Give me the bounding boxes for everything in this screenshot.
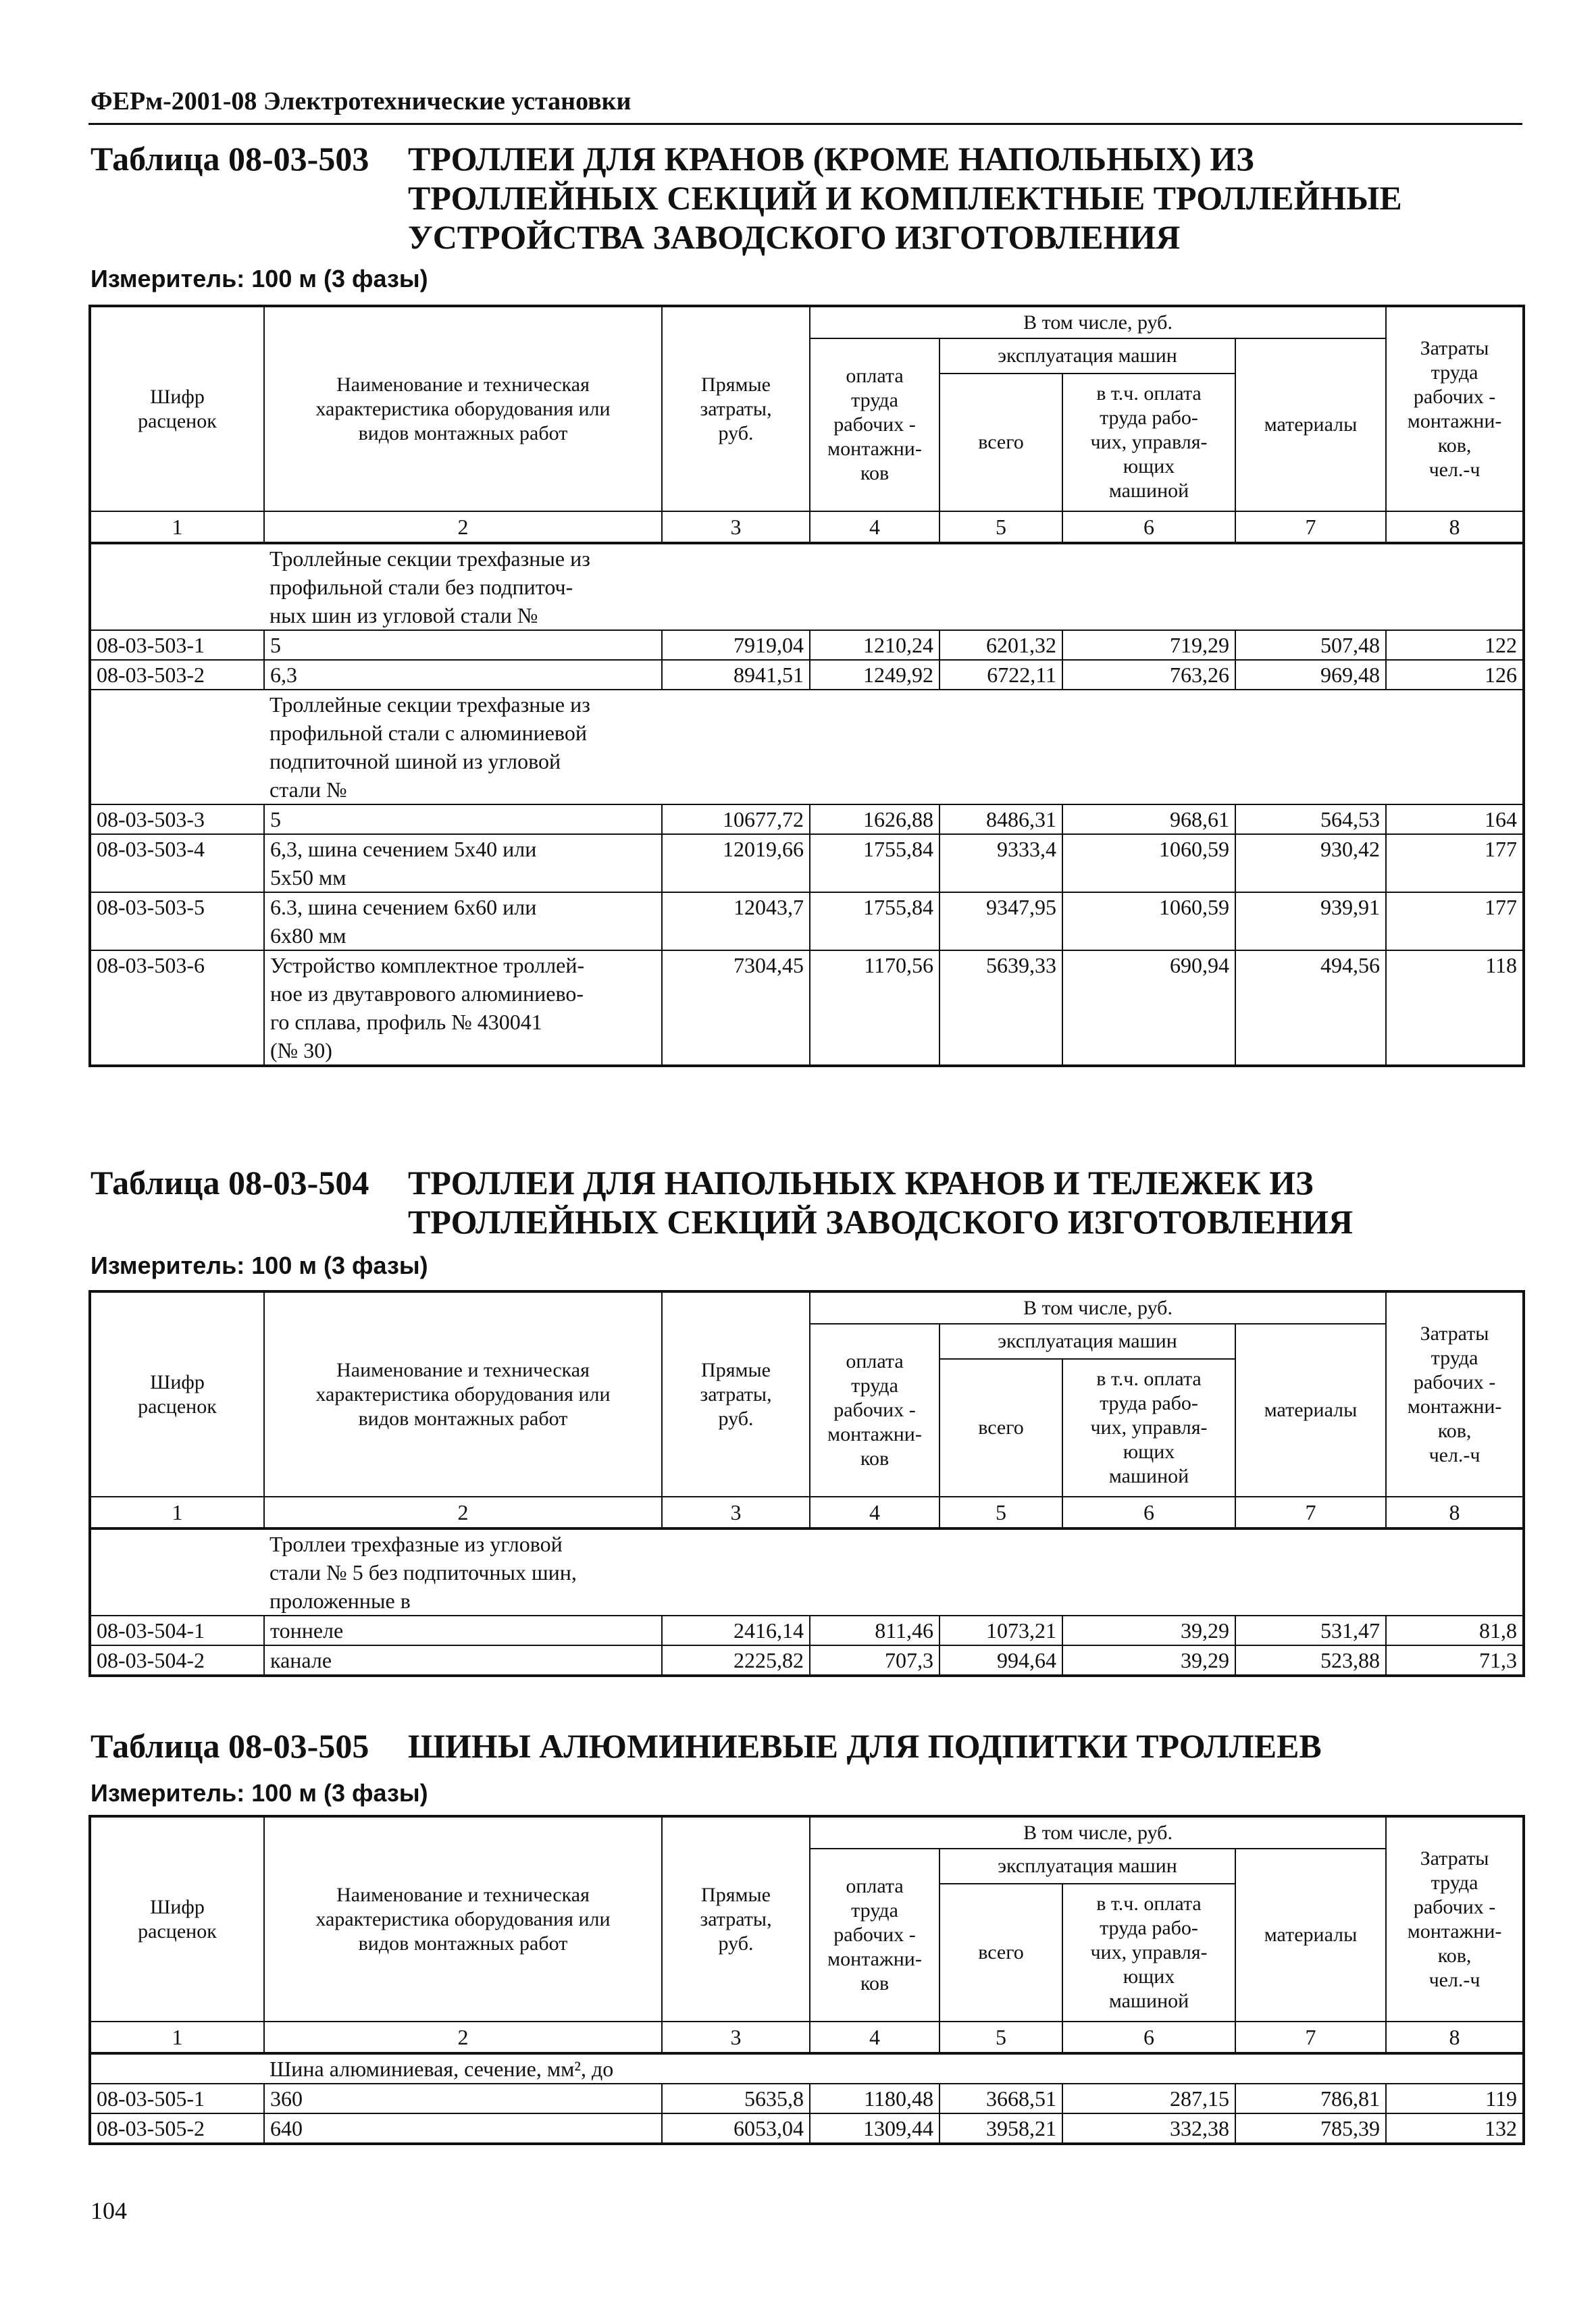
table-08-03-503	[88, 305, 1525, 1067]
col-header-wages: оплата труда рабочих - монтажни- ков	[810, 338, 939, 511]
rate-code: 08-03-503-1	[90, 630, 264, 660]
labor-hours: 122	[1386, 630, 1524, 660]
col-number: 8	[1386, 1497, 1524, 1528]
work-name: 360	[264, 2084, 662, 2113]
col-header-machines-total: всего	[939, 1884, 1062, 2022]
materials: 785,39	[1235, 2113, 1386, 2144]
col-header-machines-total: всего	[939, 374, 1062, 511]
labor-hours: 177	[1386, 834, 1524, 892]
group-spacer	[90, 2053, 264, 2084]
wages: 1626,88	[810, 804, 939, 834]
col-number: 3	[662, 2022, 810, 2053]
group-label: Троллеи трехфазные из угловой стали № 5 без подпиточных шин, проложенные в	[264, 1528, 1524, 1616]
table-heading: ШИНЫ АЛЮМИНИЕВЫЕ ДЛЯ ПОДПИТКИ ТРОЛЛЕЕВ	[408, 1727, 1322, 1765]
col-header-materials: материалы	[1235, 1849, 1386, 2022]
direct-costs: 12043,7	[662, 892, 810, 950]
machines-wages: 1060,59	[1062, 834, 1235, 892]
header-row	[90, 1291, 1524, 1324]
col-header-machines: эксплуатация машин	[939, 338, 1235, 374]
direct-costs: 10677,72	[662, 804, 810, 834]
col-number: 4	[810, 511, 939, 543]
direct-costs: 7919,04	[662, 630, 810, 660]
col-number: 6	[1062, 2022, 1235, 2053]
table-503-title	[91, 139, 1522, 257]
col-header-wages: оплата труда рабочих - монтажни- ков	[810, 1324, 939, 1497]
wages: 1210,24	[810, 630, 939, 660]
col-header-machines-wages: в т.ч. оплата труда рабо- чих, управля- ющих машиной	[1062, 1884, 1235, 2022]
work-name: тоннеле	[264, 1616, 662, 1645]
col-number: 5	[939, 1497, 1062, 1528]
direct-costs: 2225,82	[662, 1645, 810, 1676]
table-row	[90, 2113, 1524, 2144]
work-name: Устройство комплектное троллей- ное из двутаврового алюминиево- го сплава, профиль № 430041 (№ 30)	[264, 950, 662, 1066]
labor-hours: 71,3	[1386, 1645, 1524, 1676]
table-number: Таблица 08-03-505	[91, 1727, 369, 1765]
wages: 1180,48	[810, 2084, 939, 2113]
work-name: канале	[264, 1645, 662, 1676]
rate-code: 08-03-505-2	[90, 2113, 264, 2144]
group-row	[90, 1528, 1524, 1616]
col-header-including: В том числе, руб.	[810, 1291, 1386, 1324]
col-header-code: Шифр расценок	[90, 306, 264, 511]
machines-total: 8486,31	[939, 804, 1062, 834]
col-number: 5	[939, 511, 1062, 543]
col-header-labor: Затраты труда рабочих - монтажни- ков, чел.-ч	[1386, 306, 1524, 511]
work-name: 640	[264, 2113, 662, 2144]
col-number: 1	[90, 1497, 264, 1528]
col-header-direct-costs: Прямые затраты, руб.	[662, 1291, 810, 1497]
rate-code: 08-03-503-6	[90, 950, 264, 1066]
work-name: 6.3, шина сечением 6x60 или 6x80 мм	[264, 892, 662, 950]
col-number: 4	[810, 1497, 939, 1528]
table-504-title	[91, 1163, 1522, 1241]
group-label: Шина алюминиевая, сечение, мм², до	[264, 2053, 1524, 2084]
table-heading: ТРОЛЛЕИ ДЛЯ КРАНОВ (КРОМЕ НАПОЛЬНЫХ) ИЗ ТРОЛЛЕЙНЫХ СЕКЦИЙ И КОМПЛЕКТНЫЕ ТРОЛЛЕЙНЫЕ УСТРОЙСТВА ЗАВОДСКОГО ИЗГОТОВЛЕНИЯ	[408, 140, 1402, 256]
col-header-labor: Затраты труда рабочих - монтажни- ков, чел.-ч	[1386, 1291, 1524, 1497]
table-503-meter: Измеритель: 100 м (3 фазы)	[91, 265, 428, 292]
machines-total: 5639,33	[939, 950, 1062, 1066]
materials: 930,42	[1235, 834, 1386, 892]
col-header-materials: материалы	[1235, 338, 1386, 511]
materials: 523,88	[1235, 1645, 1386, 1676]
machines-total: 3668,51	[939, 2084, 1062, 2113]
table-505-meter: Измеритель: 100 м (3 фазы)	[91, 1779, 428, 1807]
direct-costs: 6053,04	[662, 2113, 810, 2144]
wages: 1249,92	[810, 660, 939, 690]
wages: 1755,84	[810, 892, 939, 950]
machines-total: 3958,21	[939, 2113, 1062, 2144]
group-spacer	[90, 690, 264, 804]
labor-hours: 126	[1386, 660, 1524, 690]
col-header-machines-wages: в т.ч. оплата труда рабо- чих, управля- ющих машиной	[1062, 1359, 1235, 1497]
work-name: 6,3	[264, 660, 662, 690]
machines-wages: 39,29	[1062, 1645, 1235, 1676]
col-header-machines-wages: в т.ч. оплата труда рабо- чих, управля- ющих машиной	[1062, 374, 1235, 511]
work-name: 5	[264, 804, 662, 834]
header-row	[90, 1497, 1524, 1528]
table-row	[90, 950, 1524, 1066]
header-row	[90, 2022, 1524, 2053]
rate-code: 08-03-503-4	[90, 834, 264, 892]
rate-code: 08-03-503-5	[90, 892, 264, 950]
col-number: 1	[90, 511, 264, 543]
materials: 786,81	[1235, 2084, 1386, 2113]
col-header-machines-total: всего	[939, 1359, 1062, 1497]
machines-wages: 1060,59	[1062, 892, 1235, 950]
wages: 811,46	[810, 1616, 939, 1645]
page-number: 104	[91, 2197, 127, 2224]
rate-code: 08-03-503-2	[90, 660, 264, 690]
table-number: Таблица 08-03-504	[91, 1164, 369, 1202]
col-header-wages: оплата труда рабочих - монтажни- ков	[810, 1849, 939, 2022]
materials: 507,48	[1235, 630, 1386, 660]
col-header-name: Наименование и техническая характеристика оборудования или видов монтажных работ	[264, 1291, 662, 1497]
labor-hours: 81,8	[1386, 1616, 1524, 1645]
col-number: 2	[264, 511, 662, 543]
table-505-title	[91, 1726, 1522, 1766]
wages: 1755,84	[810, 834, 939, 892]
labor-hours: 118	[1386, 950, 1524, 1066]
machines-total: 1073,21	[939, 1616, 1062, 1645]
machines-wages: 690,94	[1062, 950, 1235, 1066]
table-row	[90, 1616, 1524, 1645]
table-row	[90, 630, 1524, 660]
group-row	[90, 2053, 1524, 2084]
machines-wages: 332,38	[1062, 2113, 1235, 2144]
machines-total: 6201,32	[939, 630, 1062, 660]
table-08-03-505	[88, 1815, 1525, 2145]
rate-code: 08-03-503-3	[90, 804, 264, 834]
col-number: 4	[810, 2022, 939, 2053]
wages: 1170,56	[810, 950, 939, 1066]
col-header-machines: эксплуатация машин	[939, 1849, 1235, 1884]
group-spacer	[90, 543, 264, 630]
labor-hours: 164	[1386, 804, 1524, 834]
direct-costs: 8941,51	[662, 660, 810, 690]
col-number: 1	[90, 2022, 264, 2053]
direct-costs: 12019,66	[662, 834, 810, 892]
col-header-materials: материалы	[1235, 1324, 1386, 1497]
col-number: 2	[264, 2022, 662, 2053]
group-label: Троллейные секции трехфазные из профильной стали без подпиточ- ных шин из угловой стали №	[264, 543, 1524, 630]
group-row	[90, 690, 1524, 804]
table-number: Таблица 08-03-503	[91, 140, 369, 178]
col-number: 7	[1235, 511, 1386, 543]
col-number: 6	[1062, 1497, 1235, 1528]
work-name: 5	[264, 630, 662, 660]
running-head: ФЕРм-2001-08 Электротехнические установки	[91, 87, 632, 115]
rate-code: 08-03-504-2	[90, 1645, 264, 1676]
table-row	[90, 834, 1524, 892]
materials: 969,48	[1235, 660, 1386, 690]
labor-hours: 119	[1386, 2084, 1524, 2113]
materials: 939,91	[1235, 892, 1386, 950]
col-number: 3	[662, 511, 810, 543]
machines-total: 9333,4	[939, 834, 1062, 892]
direct-costs: 2416,14	[662, 1616, 810, 1645]
machines-total: 994,64	[939, 1645, 1062, 1676]
col-number: 5	[939, 2022, 1062, 2053]
table-row	[90, 892, 1524, 950]
materials: 531,47	[1235, 1616, 1386, 1645]
table-heading: ТРОЛЛЕИ ДЛЯ НАПОЛЬНЫХ КРАНОВ И ТЕЛЕЖЕК ИЗ ТРОЛЛЕЙНЫХ СЕКЦИЙ ЗАВОДСКОГО ИЗГОТОВЛЕНИЯ	[408, 1164, 1354, 1241]
col-number: 8	[1386, 2022, 1524, 2053]
col-number: 8	[1386, 511, 1524, 543]
col-number: 7	[1235, 1497, 1386, 1528]
col-header-name: Наименование и техническая характеристика оборудования или видов монтажных работ	[264, 1816, 662, 2022]
machines-total: 6722,11	[939, 660, 1062, 690]
rate-code: 08-03-504-1	[90, 1616, 264, 1645]
work-name: 6,3, шина сечением 5x40 или 5x50 мм	[264, 834, 662, 892]
wages: 1309,44	[810, 2113, 939, 2144]
rate-code: 08-03-505-1	[90, 2084, 264, 2113]
group-label: Троллейные секции трехфазные из профильной стали с алюминиевой подпиточной шиной из угловой стали №	[264, 690, 1524, 804]
header-row	[90, 306, 1524, 338]
machines-wages: 719,29	[1062, 630, 1235, 660]
col-number: 6	[1062, 511, 1235, 543]
header-divider	[88, 123, 1522, 125]
table-row	[90, 804, 1524, 834]
col-header-including: В том числе, руб.	[810, 306, 1386, 338]
materials: 564,53	[1235, 804, 1386, 834]
col-header-direct-costs: Прямые затраты, руб.	[662, 306, 810, 511]
labor-hours: 132	[1386, 2113, 1524, 2144]
table-row	[90, 2084, 1524, 2113]
header-row	[90, 511, 1524, 543]
table-row	[90, 1645, 1524, 1676]
direct-costs: 5635,8	[662, 2084, 810, 2113]
wages: 707,3	[810, 1645, 939, 1676]
table-504-meter: Измеритель: 100 м (3 фазы)	[91, 1252, 428, 1279]
materials: 494,56	[1235, 950, 1386, 1066]
table-row	[90, 660, 1524, 690]
col-header-direct-costs: Прямые затраты, руб.	[662, 1816, 810, 2022]
col-number: 2	[264, 1497, 662, 1528]
direct-costs: 7304,45	[662, 950, 810, 1066]
col-header-labor: Затраты труда рабочих - монтажни- ков, чел.-ч	[1386, 1816, 1524, 2022]
col-header-including: В том числе, руб.	[810, 1816, 1386, 1849]
group-spacer	[90, 1528, 264, 1616]
machines-wages: 968,61	[1062, 804, 1235, 834]
group-row	[90, 543, 1524, 630]
machines-total: 9347,95	[939, 892, 1062, 950]
col-header-code: Шифр расценок	[90, 1816, 264, 2022]
labor-hours: 177	[1386, 892, 1524, 950]
machines-wages: 39,29	[1062, 1616, 1235, 1645]
col-number: 3	[662, 1497, 810, 1528]
machines-wages: 763,26	[1062, 660, 1235, 690]
col-number: 7	[1235, 2022, 1386, 2053]
header-row	[90, 1816, 1524, 1849]
col-header-name: Наименование и техническая характеристика оборудования или видов монтажных работ	[264, 306, 662, 511]
machines-wages: 287,15	[1062, 2084, 1235, 2113]
col-header-code: Шифр расценок	[90, 1291, 264, 1497]
table-08-03-504	[88, 1290, 1525, 1677]
col-header-machines: эксплуатация машин	[939, 1324, 1235, 1359]
